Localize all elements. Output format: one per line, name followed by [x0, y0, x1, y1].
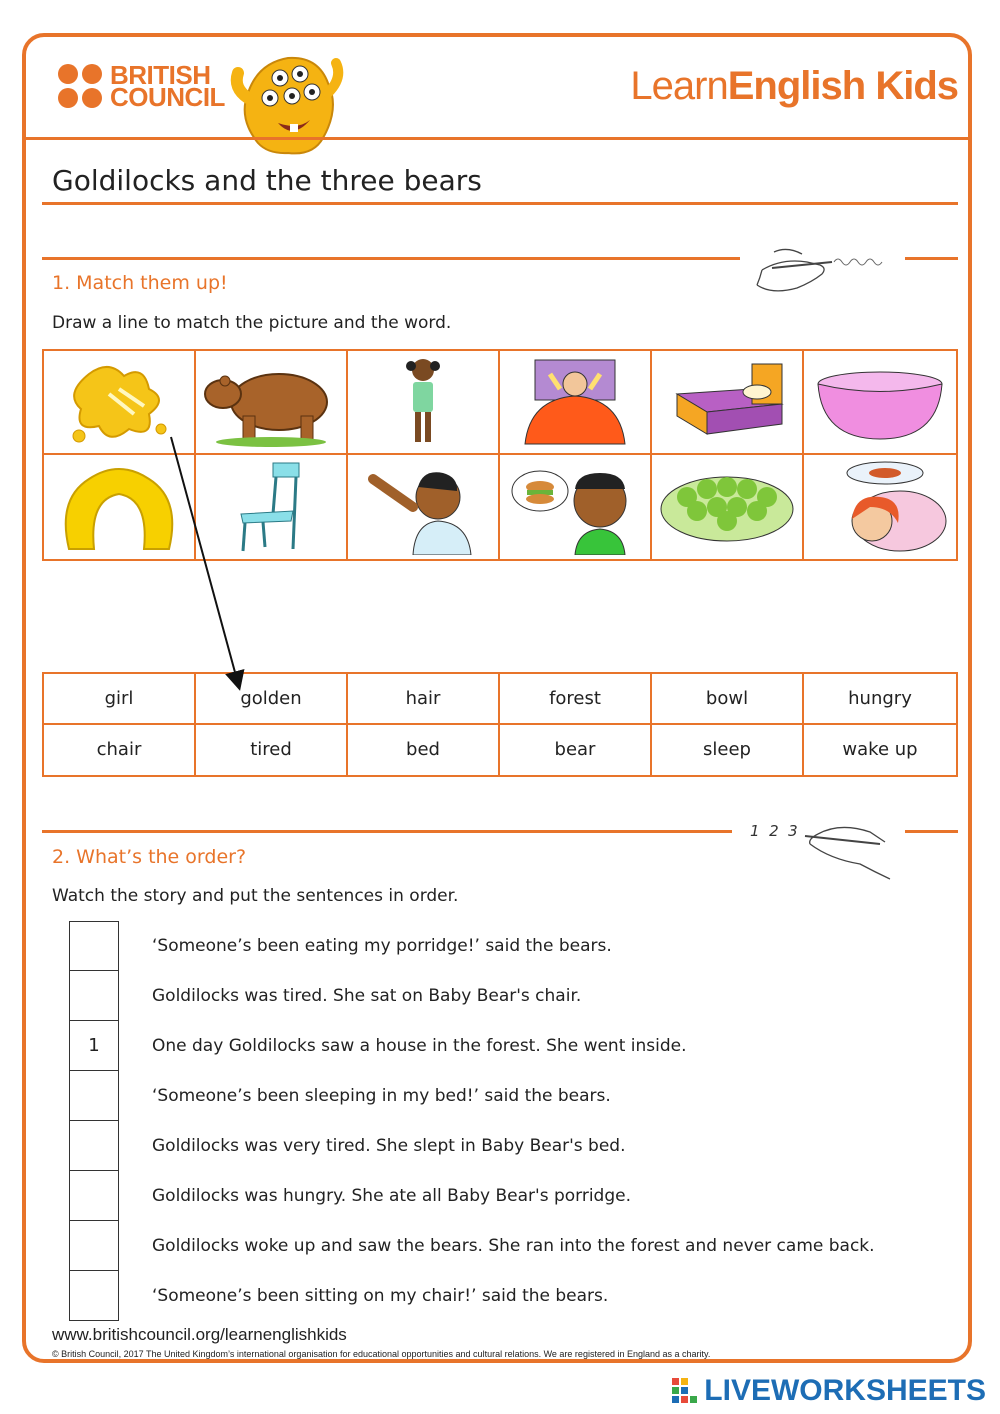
picture-bed[interactable] [652, 351, 804, 455]
monster-mascot-icon [228, 48, 348, 162]
lek-kids: Kids [875, 64, 958, 108]
order-row [69, 971, 875, 1021]
order-row [69, 1171, 875, 1221]
word-grid [42, 672, 958, 777]
picture-chair[interactable] [196, 455, 348, 559]
word-golden[interactable]: golden [196, 674, 348, 725]
order-input-2[interactable] [69, 971, 119, 1021]
order-input-5[interactable] [69, 1121, 119, 1171]
footer-copyright: © British Council, 2017 The United Kingdom’s international organisation for educational opportunities and cultural relations. We are registered in England as a charity. [52, 1349, 711, 1359]
page-title: Goldilocks and the three bears [52, 164, 482, 197]
word-tired[interactable]: tired [196, 725, 348, 776]
order-sentence: One day Goldilocks saw a house in the forest. She went inside. [152, 1036, 687, 1056]
section2-heading: 2. What’s the order? [52, 846, 247, 868]
order-input-4[interactable] [69, 1071, 119, 1121]
liveworksheets-blocks-icon [672, 1378, 698, 1404]
picture-sleeping-girl[interactable] [804, 455, 956, 559]
lek-learn: Learn [630, 64, 728, 108]
order-row [69, 1021, 875, 1071]
picture-tired-boy[interactable] [348, 455, 500, 559]
sleeping-girl-icon [810, 459, 950, 555]
chair-icon [201, 459, 341, 555]
order-list [69, 921, 875, 1321]
word-wake-up[interactable]: wake up [842, 739, 918, 761]
picture-golden-hair[interactable] [44, 455, 196, 559]
picture-waking-child[interactable] [500, 351, 652, 455]
picture-girl[interactable] [348, 351, 500, 455]
liveworksheets-logo [672, 1374, 986, 1408]
word-bear[interactable]: bear [500, 725, 652, 776]
order-input-7[interactable] [69, 1221, 119, 1271]
golden-hair-icon [49, 459, 189, 555]
order-row [69, 1221, 875, 1271]
bed-icon [657, 354, 797, 450]
word-bowl[interactable]: bowl [652, 674, 804, 725]
picture-bear[interactable] [196, 351, 348, 455]
section2-rule-left [42, 830, 732, 833]
order-sentence: ‘Someone’s been eating my porridge!’ said the bears. [152, 936, 612, 956]
order-sentence: Goldilocks was hungry. She ate all Baby Bear's porridge. [152, 1186, 631, 1206]
order-sentence: ‘Someone’s been sleeping in my bed!’ said the bears. [152, 1086, 611, 1106]
header-divider [26, 137, 972, 140]
order-sentence: Goldilocks was tired. She sat on Baby Bear's chair. [152, 986, 582, 1006]
council-line2: COUNCIL [110, 82, 225, 112]
word-hair[interactable]: hair [348, 674, 500, 725]
section1-instruction: Draw a line to match the picture and the word. [52, 313, 452, 333]
order-row [69, 1121, 875, 1171]
picture-hungry-boy[interactable] [500, 455, 652, 559]
hungry-boy-icon [505, 459, 645, 555]
order-row [69, 921, 875, 971]
section2-rule-right [905, 830, 958, 833]
picture-bowl[interactable] [804, 351, 956, 455]
section1-rule-right [905, 257, 958, 260]
bear-icon [201, 354, 341, 450]
order-input-8[interactable] [69, 1271, 119, 1321]
lek-english: English [727, 64, 866, 108]
council-line1: BRITISH [110, 60, 211, 90]
tired-boy-icon [353, 459, 493, 555]
order-sentence: Goldilocks was very tired. She slept in Baby Bear's bed. [152, 1136, 626, 1156]
order-sentence: ‘Someone’s been sitting on my chair!’ said the bears. [152, 1286, 609, 1306]
yellow-splash-icon [49, 354, 189, 450]
picture-grid [42, 349, 958, 561]
learnenglish-kids-logo [630, 64, 958, 109]
order-input-6[interactable] [69, 1171, 119, 1221]
section1-heading: 1. Match them up! [52, 272, 228, 294]
british-council-dots-icon [58, 64, 102, 108]
order-row [69, 1071, 875, 1121]
order-row [69, 1271, 875, 1321]
word-girl[interactable]: girl [44, 674, 196, 725]
word-forest[interactable]: forest [500, 674, 652, 725]
girl-icon [353, 354, 493, 450]
order-input-3[interactable] [69, 1021, 119, 1071]
picture-yellow-splash[interactable] [44, 351, 196, 455]
word-bed[interactable]: bed [348, 725, 500, 776]
footer-url: www.britishcouncil.org/learnenglishkids [52, 1325, 347, 1344]
order-sentence: Goldilocks woke up and saw the bears. She ran into the forest and never came back. [152, 1236, 875, 1256]
british-council-logo [58, 60, 225, 112]
section1-rule-left [42, 257, 740, 260]
bowl-icon [810, 354, 950, 450]
liveworksheets-text: LIVEWORKSHEETS [704, 1374, 986, 1407]
word-sleep[interactable]: sleep [652, 725, 804, 776]
word-chair[interactable]: chair [44, 725, 196, 776]
waking-child-icon [505, 354, 645, 450]
writing-hand-icon [752, 240, 902, 309]
picture-forest[interactable] [652, 455, 804, 559]
hand-numbers: 1 2 3 [750, 822, 798, 840]
order-input-1[interactable] [69, 921, 119, 971]
section2-instruction: Watch the story and put the sentences in order. [52, 886, 459, 906]
title-underline [42, 202, 958, 205]
forest-icon [657, 459, 797, 555]
word-hungry[interactable]: hungry [804, 674, 956, 725]
